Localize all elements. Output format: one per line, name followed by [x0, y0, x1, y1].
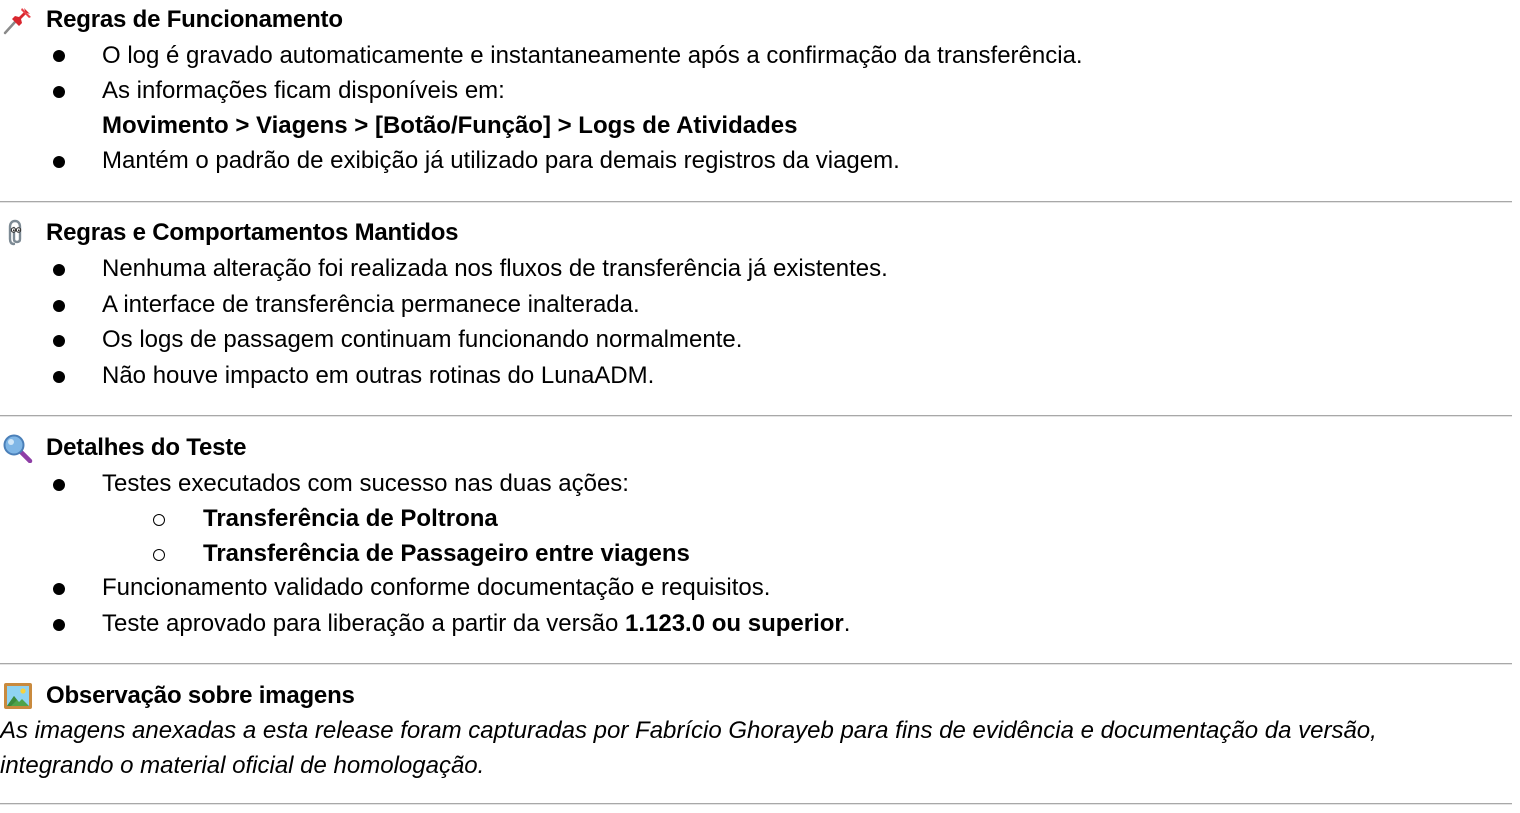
bullet-icon — [53, 300, 65, 312]
bullet-icon — [53, 479, 65, 491]
list-item: Mantém o padrão de exibição já utilizado para demais registros da viagem. — [102, 147, 900, 174]
version-highlight: 1.123.0 ou superior — [624, 610, 844, 637]
bullet-icon — [53, 335, 65, 347]
bullet-icon — [53, 619, 65, 631]
list-item: Não houve impacto em outras rotinas do LunaADM. — [102, 362, 655, 389]
bullet-icon — [53, 371, 65, 383]
list-item — [102, 609, 850, 639]
bullet-icon — [53, 264, 65, 276]
list-item: As informações ficam disponíveis em: — [102, 77, 505, 104]
horizontal-rule — [0, 415, 1512, 417]
list-item: Os logs de passagem continuam funcionando normalmente. — [102, 326, 743, 353]
sub-list-item: Transferência de Poltrona — [203, 505, 498, 532]
horizontal-rule — [0, 201, 1512, 203]
horizontal-rule — [0, 803, 1512, 805]
section-title: Observação sobre imagens — [46, 682, 355, 709]
section-title: Regras de Funcionamento — [46, 6, 343, 33]
paperclip-icon — [0, 218, 36, 248]
section-heading-regras-comportamentos — [0, 218, 458, 248]
list-item: A interface de transferência permanece inalterada. — [102, 291, 640, 318]
list-item-text: Teste aprovado para liberação a partir da versão — [102, 610, 625, 637]
magnifying-glass-icon — [0, 433, 36, 463]
menu-path: Movimento > Viagens > [Botão/Função] > Logs de Atividades — [102, 112, 798, 139]
section-title: Detalhes do Teste — [46, 434, 247, 461]
bullet-icon — [53, 583, 65, 595]
framed-picture-icon — [0, 681, 36, 711]
bullet-icon — [53, 50, 65, 62]
horizontal-rule — [0, 663, 1512, 665]
section-heading-regras-funcionamento — [0, 5, 343, 35]
observation-paragraph-line: integrando o material oficial de homologação. — [0, 752, 485, 779]
list-item: Testes executados com sucesso nas duas ações: — [102, 470, 629, 497]
observation-paragraph-line: As imagens anexadas a esta release foram capturadas por Fabrício Ghorayeb para fins de evidência e documentação da versão, — [0, 717, 1377, 744]
list-item: Nenhuma alteração foi realizada nos fluxos de transferência já existentes. — [102, 255, 888, 282]
sub-bullet-icon — [153, 514, 165, 526]
sub-list-item: Transferência de Passageiro entre viagens — [203, 540, 690, 567]
section-heading-observacao-imagens — [0, 681, 355, 711]
bullet-icon — [53, 156, 65, 168]
list-item: Funcionamento validado conforme documentação e requisitos. — [102, 574, 771, 601]
bullet-icon — [53, 86, 65, 98]
section-title: Regras e Comportamentos Mantidos — [46, 219, 459, 246]
section-heading-detalhes-teste — [0, 433, 246, 463]
list-item-text-end: . — [843, 610, 851, 637]
pushpin-icon — [0, 5, 36, 35]
list-item: O log é gravado automaticamente e instantaneamente após a confirmação da transferência. — [102, 42, 1083, 69]
sub-bullet-icon — [153, 549, 165, 561]
